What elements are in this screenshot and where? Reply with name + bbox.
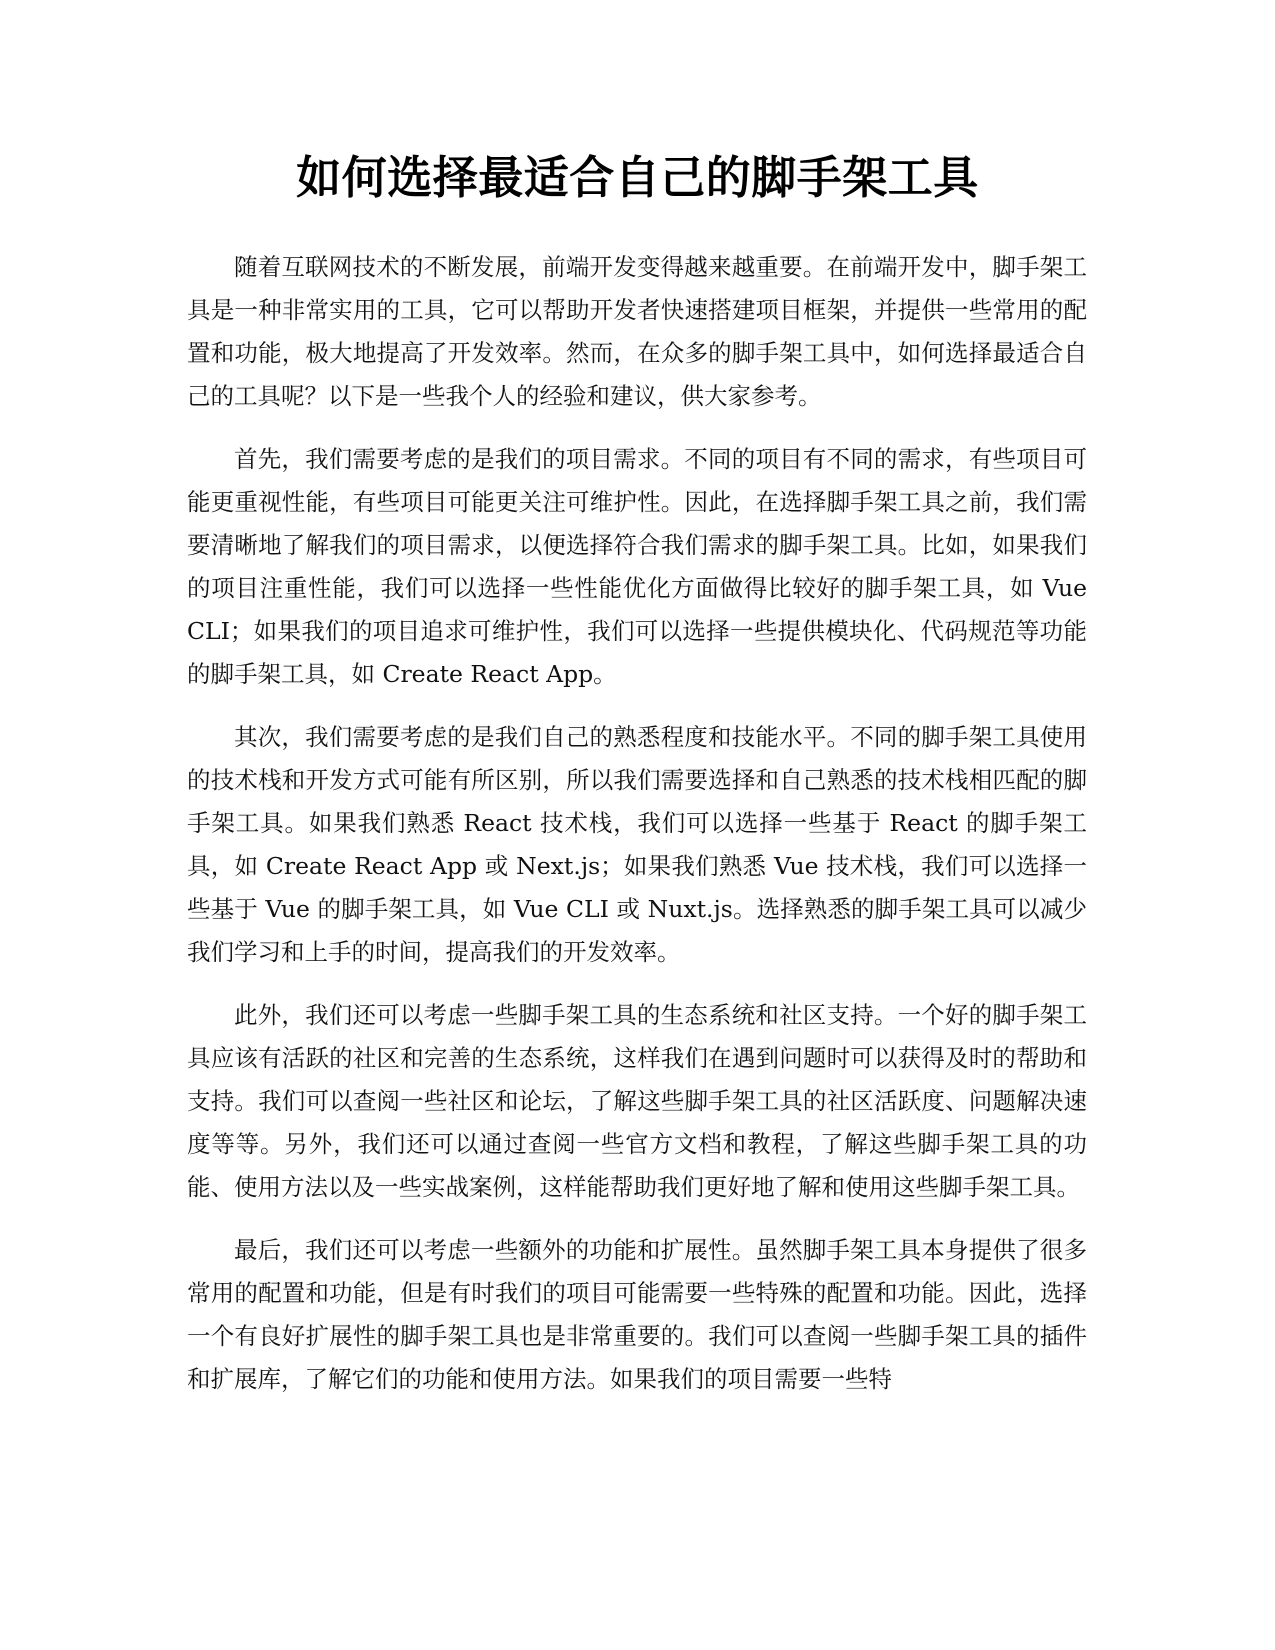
paragraph-intro: 随着互联网技术的不断发展，前端开发变得越来越重要。在前端开发中，脚手架工具是一种非常实用的工具，它可以帮助开发者快速搭建项目框架，并提供一些常用的配置和功能，极大地提高了开发效率。然而，在众多的脚手架工具中，如何选择最适合自己的工具呢？以下是一些我个人的经验和建议，供大家参考。 (187, 253, 1087, 410)
paragraph-project-needs: 首先，我们需要考虑的是我们的项目需求。不同的项目有不同的需求，有些项目可能更重视性能，有些项目可能更关注可维护性。因此，在选择脚手架工具之前，我们需要清晰地了解我们的项目需求，以便选择符合我们需求的脚手架工具。比如，如果我们的项目注重性能，我们可以选择一些性能优化方面做得比较好的脚手架工具，如 Vue CLI；如果我们的项目追求可维护性，我们可以选择一些提供模块化、代码规范等功能的脚手架工具，如 Create React App。 (187, 445, 1087, 688)
paragraph-familiarity: 其次，我们需要考虑的是我们自己的熟悉程度和技能水平。不同的脚手架工具使用的技术栈和开发方式可能有所区别，所以我们需要选择和自己熟悉的技术栈相匹配的脚手架工具。如果我们熟悉 React 技术栈，我们可以选择一些基于 React 的脚手架工具，如 Create React App 或 Next.js；如果我们熟悉 Vue 技术栈，我们可以选择一些基于 Vue 的脚手架工具，如 Vue CLI 或 Nuxt.js。选择熟悉的脚手架工具可以减少我们学习和上手的时间，提高我们的开发效率。 (187, 723, 1087, 966)
document-title: 如何选择最适合自己的脚手架工具 (296, 151, 979, 204)
paragraph-extensibility: 最后，我们还可以考虑一些额外的功能和扩展性。虽然脚手架工具本身提供了很多常用的配置和功能，但是有时我们的项目可能需要一些特殊的配置和功能。因此，选择一个有良好扩展性的脚手架工具也是非常重要的。我们可以查阅一些脚手架工具的插件和扩展库，了解它们的功能和使用方法。如果我们的项目需要一些特 (187, 1236, 1087, 1393)
paragraph-ecosystem: 此外，我们还可以考虑一些脚手架工具的生态系统和社区支持。一个好的脚手架工具应该有活跃的社区和完善的生态系统，这样我们在遇到问题时可以获得及时的帮助和支持。我们可以查阅一些社区和论坛，了解这些脚手架工具的社区活跃度、问题解决速度等等。另外，我们还可以通过查阅一些官方文档和教程，了解这些脚手架工具的功能、使用方法以及一些实战案例，这样能帮助我们更好地了解和使用这些脚手架工具。 (187, 1001, 1087, 1201)
document-body (187, 246, 1087, 1421)
